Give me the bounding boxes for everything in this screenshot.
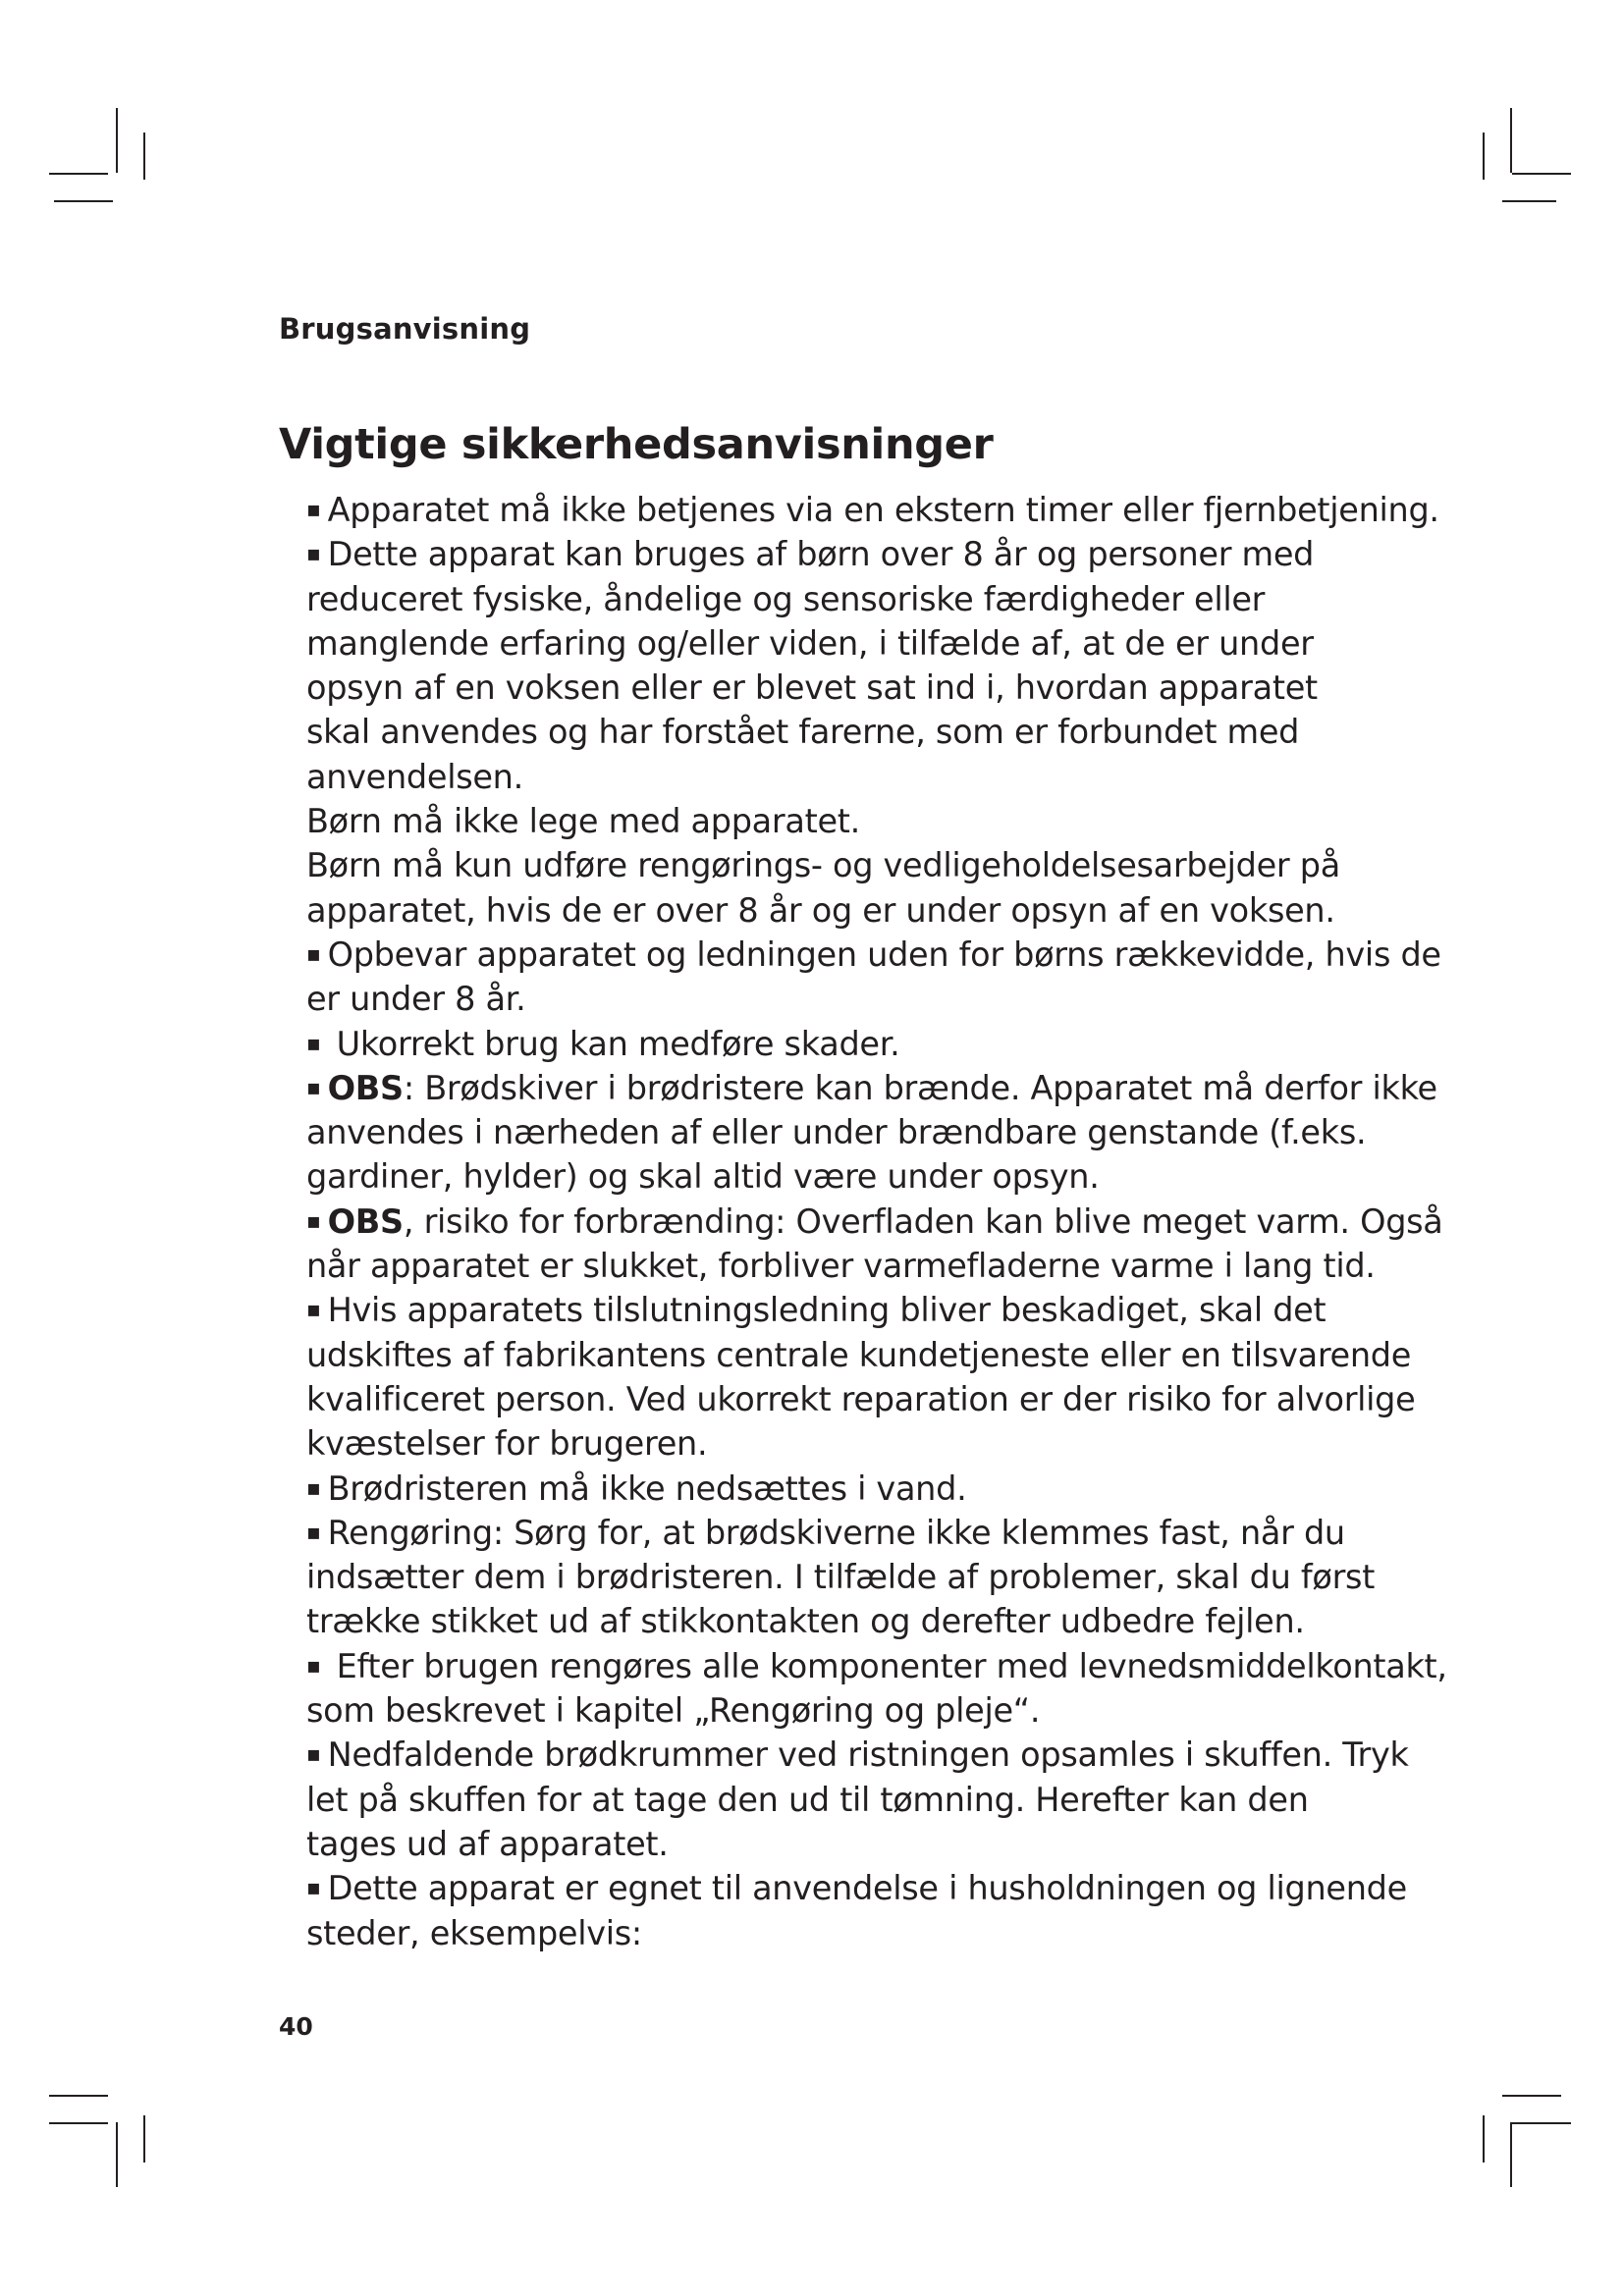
obs-label: OBS (327, 1201, 404, 1241)
text-line: er under 8 år. (306, 980, 526, 1019)
crop-mark (1502, 2095, 1561, 2097)
crop-mark (1512, 2122, 1571, 2124)
section-title: Vigtige sikkerhedsanvisninger (279, 420, 994, 469)
crop-mark (1502, 200, 1556, 202)
bullet-icon: ▪ (306, 1208, 321, 1234)
list-item: ▪ OBS: Brødskiver i brødristere kan brænde. Apparatet må derfor ikke (306, 1068, 1437, 1107)
crop-mark (54, 200, 113, 202)
list-item: ▪ Hvis apparatets tilslutningsledning bliver beskadiget, skal det (306, 1291, 1326, 1330)
text-line: skal anvendes og har forstået farerne, som er forbundet med (306, 713, 1300, 752)
text-line: steder, eksempelvis: (306, 1913, 642, 1952)
text-line: apparatet, hvis de er over 8 år og er under opsyn af en voksen. (306, 890, 1335, 930)
bullet-icon: ▪ (306, 1653, 321, 1679)
bullet-icon: ▪ (306, 1031, 321, 1056)
text-line: udskiftes af fabrikantens centrale kundetjeneste eller en tilsvarende (306, 1335, 1412, 1374)
text-line: trække stikket ud af stikkontakten og derefter udbedre fejlen. (306, 1602, 1305, 1641)
crop-mark (143, 133, 145, 180)
safety-instructions (306, 488, 1447, 1955)
page-number: 40 (279, 2012, 313, 2041)
crop-mark (49, 173, 108, 175)
text-line: reduceret fysiske, åndelige og sensoriske færdigheder eller (306, 579, 1266, 618)
list-item: ▪ Apparatet må ikke betjenes via en ekstern timer eller fjernbetjening. (306, 491, 1439, 529)
text-line: anvendelsen. (306, 757, 523, 796)
list-item: ▪ Nedfaldende brødkrummer ved ristningen opsamles i skuffen. Tryk (306, 1735, 1409, 1775)
text-line: tages ud af apparatet. (306, 1824, 669, 1863)
crop-mark (1483, 2115, 1485, 2163)
text-line: Børn må kun udføre rengørings- og vedligeholdelsesarbejder på (306, 846, 1340, 885)
crop-mark (116, 2122, 118, 2187)
text-line: gardiner, hylder) og skal altid være under opsyn. (306, 1157, 1100, 1197)
text-line: opsyn af en voksen eller er blevet sat ind i, hvordan apparatet (306, 668, 1318, 708)
crop-mark (143, 2115, 145, 2163)
text-line: anvendes i nærheden af eller under brændbare genstande (f.eks. (306, 1113, 1367, 1152)
list-item: ▪ Dette apparat kan bruges af børn over 8 år og personer med (306, 535, 1315, 574)
text-line: manglende erfaring og/eller viden, i tilfælde af, at de er under (306, 623, 1314, 663)
list-item: ▪ Efter brugen rengøres alle komponenter med levnedsmiddelkontakt, (306, 1646, 1447, 1685)
list-item: ▪ Brødristeren må ikke nedsættes i vand. (306, 1468, 967, 1508)
text-line: som beskrevet i kapitel „Rengøring og pleje“. (306, 1691, 1041, 1731)
running-header: Brugsanvisning (279, 312, 531, 346)
crop-mark (49, 2095, 108, 2097)
crop-mark (1510, 108, 1512, 173)
list-item: ▪ Opbevar apparatet og ledningen uden for børns rækkevidde, hvis de (306, 934, 1441, 974)
text-line: kvalificeret person. Ved ukorrekt reparation er der risiko for alvorlige (306, 1379, 1416, 1418)
bullet-icon: ▪ (306, 1876, 321, 1901)
text-line: let på skuffen for at tage den ud til tømning. Herefter kan den (306, 1780, 1309, 1819)
crop-mark (1483, 133, 1485, 180)
bullet-icon: ▪ (306, 1475, 321, 1501)
bullet-icon: ▪ (306, 1742, 321, 1768)
list-item: ▪ OBS, risiko for forbrænding: Overfladen kan blive meget varm. Også (306, 1201, 1443, 1241)
text-line: indsætter dem i brødristeren. I tilfælde af problemer, skal du først (306, 1558, 1376, 1597)
bullet-icon: ▪ (306, 542, 321, 567)
bullet-icon: ▪ (306, 1075, 321, 1100)
bullet-icon: ▪ (306, 1298, 321, 1323)
obs-label: OBS (327, 1068, 404, 1107)
crop-mark (1510, 2122, 1512, 2187)
crop-mark (49, 2122, 108, 2124)
text-line: kvæstelser for brugeren. (306, 1424, 708, 1464)
list-item: ▪ Rengøring: Sørg for, at brødskiverne ikke klemmes fast, når du (306, 1513, 1345, 1552)
text-line: når apparatet er slukket, forbliver varmefladerne varme i lang tid. (306, 1247, 1376, 1286)
list-item: ▪ Ukorrekt brug kan medføre skader. (306, 1024, 900, 1063)
crop-mark (1512, 173, 1571, 175)
bullet-icon: ▪ (306, 498, 321, 522)
text-line: Børn må ikke lege med apparatet. (306, 802, 860, 841)
crop-mark (116, 108, 118, 173)
bullet-icon: ▪ (306, 1520, 321, 1545)
bullet-icon: ▪ (306, 941, 321, 967)
list-item: ▪ Dette apparat er egnet til anvendelse i husholdningen og lignende (306, 1869, 1407, 1908)
